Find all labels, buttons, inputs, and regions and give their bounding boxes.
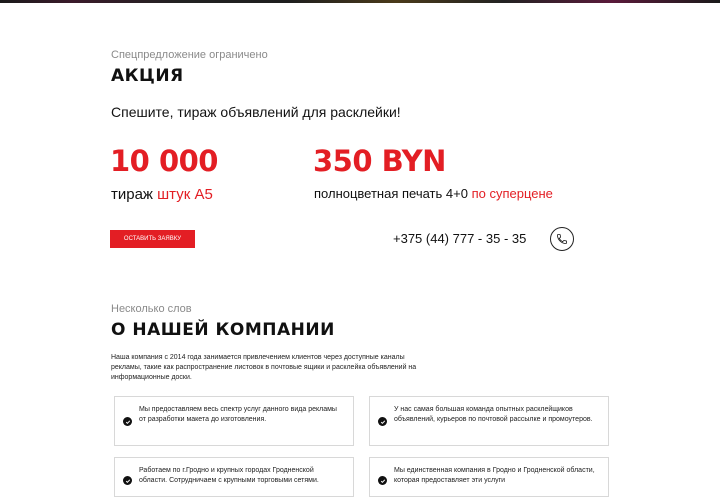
circulation-caption-accent: штук А5: [157, 186, 213, 203]
feature-text: Мы предоставляем весь спектр услуг данного вида рекламы от разработки макета до изготовления.: [139, 406, 337, 423]
feature-text: Работаем по г.Гродно и крупных городах Гродненской области. Сотрудничаем с крупными торговыми сетями.: [139, 467, 319, 484]
price-caption-accent: по суперцене: [471, 186, 553, 201]
leave-request-button[interactable]: ОСТАВИТЬ ЗАЯВКУ: [110, 230, 195, 248]
price-caption-main: полноцветная печать 4+0: [314, 186, 472, 201]
check-icon: [123, 417, 132, 426]
check-icon: [378, 417, 387, 426]
call-button[interactable]: [550, 227, 574, 251]
feature-text: Мы единственная компания в Гродно и Гродненской области, которая предоставляет эти услуги: [394, 467, 595, 484]
price-caption: [314, 186, 553, 201]
check-icon: [123, 476, 132, 485]
phone-number-link[interactable]: +375 (44) 777 - 35 - 35: [393, 231, 527, 246]
feature-card: [369, 396, 609, 446]
feature-card: [369, 457, 609, 497]
check-icon: [378, 476, 387, 485]
feature-card: [114, 457, 354, 497]
feature-text: У нас самая большая команда опытных расклейщиков объявлений, курьеров по почтовой рассылке и промоутеров.: [394, 406, 593, 423]
circulation-caption: [111, 186, 213, 203]
hero-image-strip: [0, 0, 720, 3]
promo-lead-text: Спешите, тираж объявлений для расклейки!: [111, 104, 401, 120]
circulation-value: 10 000: [110, 144, 218, 178]
feature-card: [114, 396, 354, 446]
circulation-caption-main: тираж: [111, 186, 158, 203]
about-subtitle: Несколько слов: [111, 303, 192, 315]
price-value: 350 BYN: [313, 144, 446, 178]
promo-subtitle: Спецпредложение ограничено: [111, 49, 268, 61]
phone-icon: [556, 233, 568, 245]
promo-title: АКЦИЯ: [111, 66, 184, 86]
about-title: О НАШЕЙ КОМПАНИИ: [111, 320, 335, 340]
about-description: Наша компания с 2014 года занимается привлечением клиентов через доступные каналы рекламы, такие как распространение листовок в почтовые ящики и расклейка объявлений на информационные доски.: [111, 354, 417, 381]
